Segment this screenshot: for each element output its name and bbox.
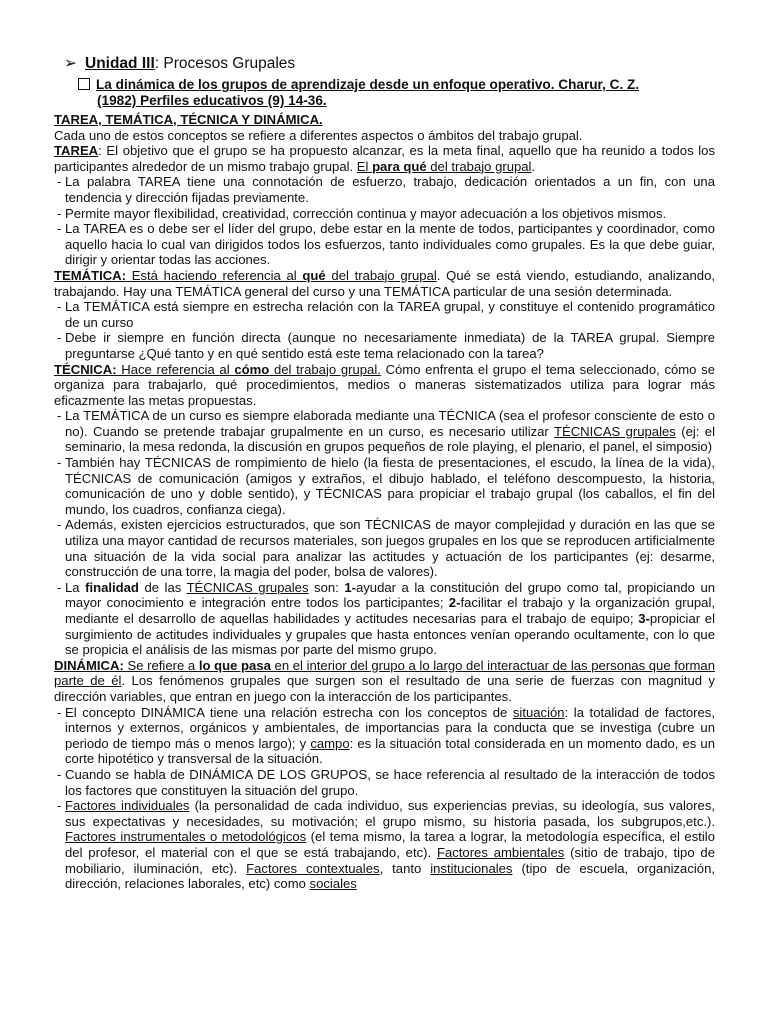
unit-number: Unidad III bbox=[85, 55, 155, 72]
section-heading: TAREA, TEMÁTICA, TÉCNICA Y DINÁMICA. bbox=[54, 112, 323, 127]
tematica-paragraph: TEMÁTICA: Está haciendo referencia al qué del trabajo grupal. Qué se está viendo, estudiando, analizando, trabajando. Hay una TEMÁTICA general del curso y una TEMÁTICA particular de una sesión determinada. bbox=[54, 267, 715, 299]
list-item: - La TEMÁTICA está siempre en estrecha relación con la TAREA grupal, y constituye el contenido programático de un curso bbox=[54, 299, 715, 330]
tarea-label: TAREA bbox=[54, 143, 99, 159]
list-item: - La finalidad de las TÉCNICAS grupales son: 1-ayudar a la constitución del grupo como tal, propiciando un mayor conocimiento e integración entre todos los participantes; 2-facilitar el trabajo y la organización grupal, mediante el desarrollo de aquellas habilidades y actitudes necesarias para el trabajo de equipo; 3-propiciar el surgimiento de actitudes individuales y grupales que hasta entonces venían operando ocultamente, con lo que se propicia el análisis de las mismas por parte del mismo grupo. bbox=[54, 580, 715, 658]
unit-title bbox=[64, 54, 295, 73]
reference-line-1: La dinámica de los grupos de aprendizaje desde un enfoque operativo. Charur, C. Z. bbox=[96, 77, 640, 92]
tecnica-paragraph: TÉCNICA: Hace referencia al cómo del trabajo grupal. Cómo enfrenta el grupo el tema seleccionado, cómo se organiza para trabajarlo, qué procedimientos, medios o maneras sistematizados utiliza para lograr más eficazmente las metas propuestas. bbox=[54, 361, 715, 408]
list-item: - La TAREA es o debe ser el líder del grupo, debe estar en la mente de todos, participantes y coordinador, como aquello hacia lo cual van dirigidos todos los esfuerzos, tanto individuales como grupales. Es la que debe guiar, dirigir y orientar todas las acciones. bbox=[54, 221, 715, 268]
reference-citation bbox=[78, 77, 714, 109]
list-item: - Cuando se habla de DINÁMICA DE LOS GRUPOS, se hace referencia al resultado de la interacción de todos los factores que constituyen la situación del grupo. bbox=[54, 767, 715, 798]
intro-paragraph: Cada uno de estos conceptos se refiere a diferentes aspectos o ámbitos del trabajo grupal. bbox=[54, 127, 583, 143]
list-item: - El concepto DINÁMICA tiene una relación estrecha con los conceptos de situación: la totalidad de factores, internos y externos, orgánicos y ambientales, de importancias para la conducta que se investiga (cubre un periodo de tiempo más o menos largo); y campo: es la situación total considerada en un momento dado, es un corte hipotético y transversal de la situación. bbox=[54, 705, 715, 767]
dinamica-paragraph: DINÁMICA: Se refiere a lo que pasa en el interior del grupo a lo largo del interactuar de las personas que forman parte de él. Los fenómenos grupales que surgen son el resultado de una serie de fuerzas con magnitud y dirección variables, que entran en juego con la interacción de los participantes. bbox=[54, 657, 716, 704]
checkbox-icon bbox=[78, 78, 90, 90]
unit-name: : Procesos Grupales bbox=[154, 55, 296, 72]
list-item: - Factores individuales (la personalidad de cada individuo, sus experiencias previas, su ideología, sus valores, sus expectativas y necesidades, su motivación; el grupo mismo, su historia pasada, los subgrupos,etc.). Factores instrumentales o metodológicos (el tema mismo, la tarea a lograr, la metodología específica, el estilo del profesor, el material con el que se está trabajando, etc). Factores ambientales (sitio de trabajo, tipo de mobiliario, iluminación, etc). Factores contextuales, tanto institucionales (tipo de escuela, organización, dirección, relaciones laborales, etc) como sociales bbox=[54, 798, 715, 892]
document-body bbox=[54, 112, 715, 892]
arrow-bullet-icon: ➢ bbox=[64, 55, 77, 72]
list-item: - Permite mayor flexibilidad, creatividad, corrección continua y mayor adecuación a los objetivos mismos. bbox=[54, 206, 715, 222]
list-item: - Además, existen ejercicios estructurados, que son TÉCNICAS de mayor complejidad y duración en las que se utiliza una mayor cantidad de recursos materiales, son juegos grupales en los que se reproducen artificialmente una situación de la vida social para analizar las actitudes y actuación de los participantes (ej: desarme, construcción de una torre, la magia del poder, bolsa de valores). bbox=[54, 517, 715, 579]
tecnica-label: TÉCNICA: bbox=[54, 361, 117, 377]
list-item: - Debe ir siempre en función directa (aunque no necesariamente inmediata) de la TAREA grupal. Siempre preguntarse ¿Qué tanto y en qué sentido está este tema relacionado con la tarea? bbox=[54, 330, 715, 361]
list-item: - También hay TÉCNICAS de rompimiento de hielo (la fiesta de presentaciones, el escudo, la línea de la vida), TÉCNICAS de comunicación (amigos y extraños, el dibujo hablado, el teléfono descompuesto, la historia, comunicación de uno y doble sentido), y TÉCNICAS para propiciar el trabajo grupal (los caballos, el fin del mundo, los cuadros, confianza ciega). bbox=[54, 455, 715, 517]
tematica-label: TEMÁTICA: bbox=[54, 267, 127, 283]
tarea-paragraph: TAREA: El objetivo que el grupo se ha propuesto alcanzar, es la meta final, aquello que ha reunido a todos los participantes alrededor de un mismo trabajo grupal. El para qué del trabajo grupal. bbox=[54, 143, 715, 174]
list-item: - La palabra TAREA tiene una connotación de esfuerzo, trabajo, dedicación orientados a un fin, con una tendencia y dirección fijadas previamente. bbox=[54, 174, 715, 205]
reference-line-2: (1982) Perfiles educativos (9) 14-36. bbox=[97, 93, 327, 108]
list-item: - La TEMÁTICA de un curso es siempre elaborada mediante una TÉCNICA (sea el profesor consciente de esto o no). Cuando se pretende trabajar grupalmente en un curso, es necesario utilizar TÉCNICAS grupales (ej: el seminario, la mesa redonda, la discusión en grupos pequeños de role playing, el plenario, el panel, el simposio) bbox=[54, 408, 715, 455]
dinamica-label: DINÁMICA: bbox=[54, 657, 124, 673]
